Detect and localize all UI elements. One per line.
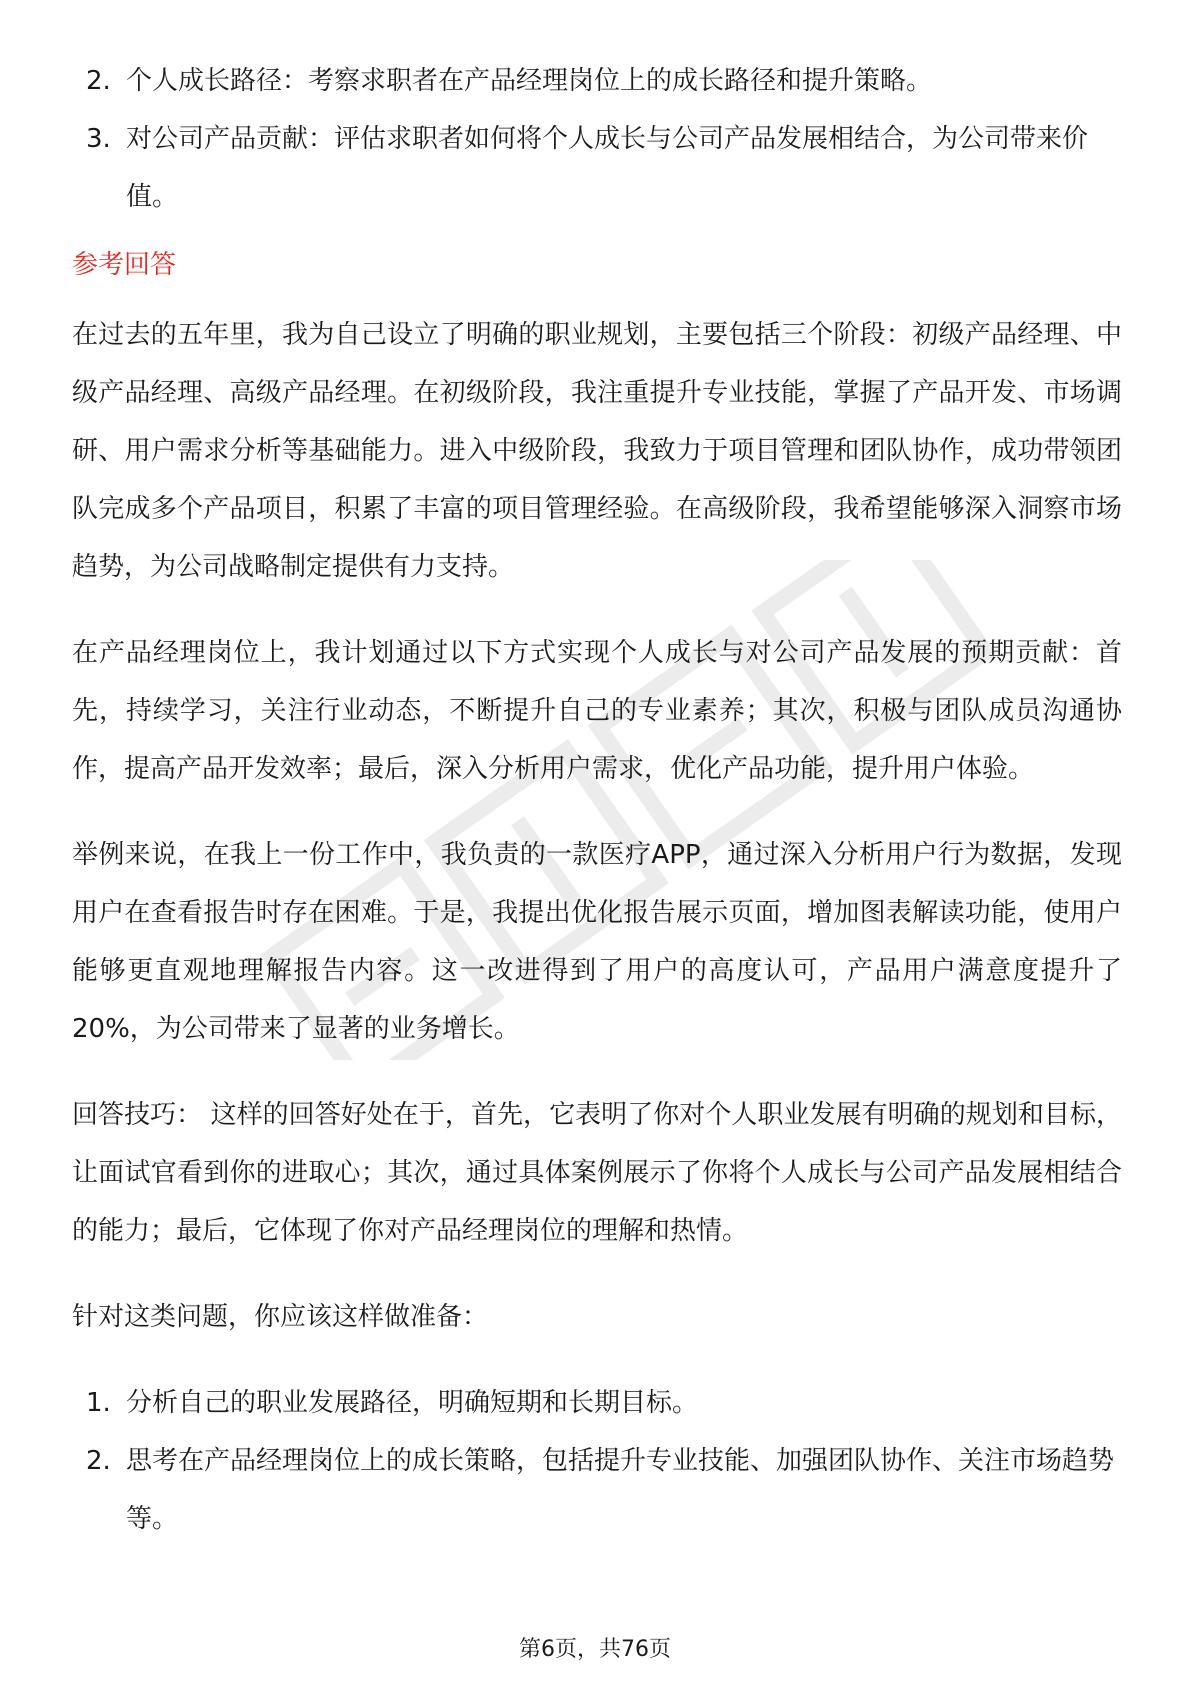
- document-content: [72, 52, 1122, 1548]
- list-item: [72, 110, 1122, 226]
- preparation-list: [72, 1374, 1122, 1548]
- paragraph: 针对这类问题，你应该这样做准备：: [72, 1302, 489, 1332]
- paragraph: 在过去的五年里，我为自己设立了明确的职业规划，主要包括三个阶段：初级产品经理、中级产品经理、高级产品经理。在初级阶段，我注重提升专业技能，掌握了产品开发、市场调研、用户需求分析等基础能力。进入中级阶段，我致力于项目管理和团队协作，成功带领团队完成多个产品项目，积累了丰富的项目管理经验。在高级阶段，我希望能够深入洞察市场趋势，为公司战略制定提供有力支持。: [72, 320, 1122, 582]
- list-item-text: 个人成长路径：考察求职者在产品经理岗位上的成长路径和提升策略。: [126, 66, 933, 96]
- list-item-text: 分析自己的职业发展路径，明确短期和长期目标。: [126, 1388, 699, 1418]
- page-footer: 第6页，共76页: [519, 1637, 671, 1662]
- criteria-list: [72, 52, 1122, 226]
- list-number: 2.: [86, 66, 111, 96]
- list-number: 2.: [86, 1446, 111, 1476]
- section-heading: 参考回答: [72, 250, 177, 280]
- list-item-text: 对公司产品贡献：评估求职者如何将个人成长与公司产品发展相结合，为公司带来价值。: [126, 124, 1089, 212]
- list-item: [72, 52, 1122, 110]
- list-item: [72, 1374, 1122, 1432]
- paragraph: 在产品经理岗位上，我计划通过以下方式实现个人成长与对公司产品发展的预期贡献：首先，持续学习，关注行业动态，不断提升自己的专业素养；其次，积极与团队成员沟通协作，提高产品开发效率；最后，深入分析用户需求，优化产品功能，提升用户体验。: [72, 638, 1122, 784]
- paragraph: 回答技巧： 这样的回答好处在于，首先，它表明了你对个人职业发展有明确的规划和目标，让面试官看到你的进取心；其次，通过具体案例展示了你将个人成长与公司产品发展相结合的能力；最后，它体现了你对产品经理岗位的理解和热情。: [72, 1100, 1122, 1246]
- list-number: 3.: [86, 124, 111, 154]
- list-number: 1.: [86, 1388, 111, 1418]
- list-item-text: 思考在产品经理岗位上的成长策略，包括提升专业技能、加强团队协作、关注市场趋势等。: [126, 1446, 1115, 1534]
- list-item: [72, 1432, 1122, 1548]
- paragraph: 举例来说，在我上一份工作中，我负责的一款医疗APP，通过深入分析用户行为数据，发现用户在查看报告时存在困难。于是，我提出优化报告展示页面，增加图表解读功能，使用户能够更直观地理解报告内容。这一改进得到了用户的高度认可，产品用户满意度提升了20%，为公司带来了显著的业务增长。: [72, 840, 1122, 1044]
